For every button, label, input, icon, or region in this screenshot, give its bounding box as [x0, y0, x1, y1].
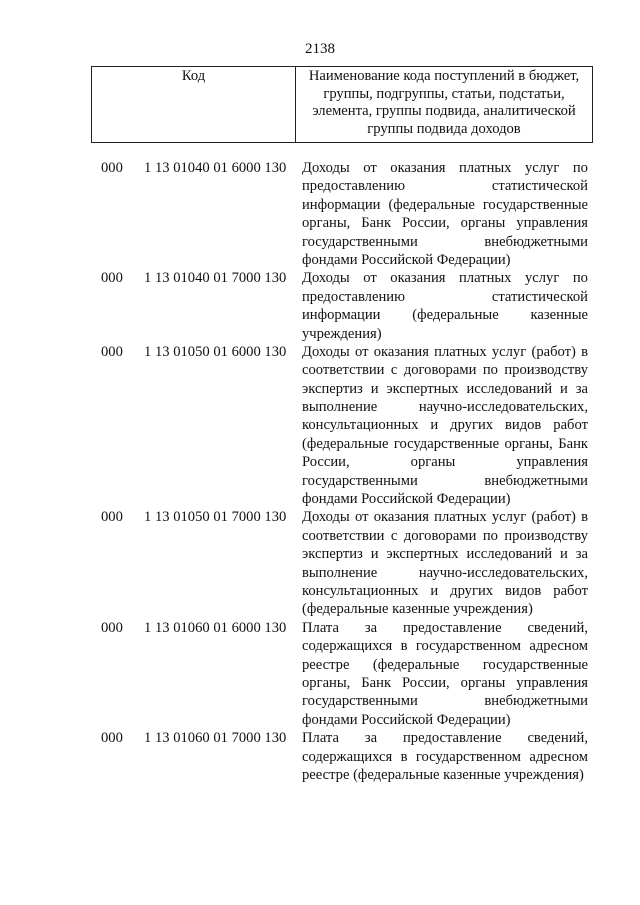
- income-name-cell: [302, 269, 588, 343]
- table-row: [0, 269, 640, 343]
- income-name-line: Доходы от оказания платных услуг (работ) в: [302, 343, 588, 360]
- income-name-line: государственными внебюджетными: [302, 472, 588, 489]
- table-header: [91, 66, 593, 143]
- admin-code-cell: 000: [101, 730, 123, 747]
- income-name-line: государственными внебюджетными: [302, 693, 588, 710]
- income-name-line: (федеральные казенные учреждения): [302, 601, 533, 618]
- income-name-line: фондами Российской Федерации): [302, 491, 511, 508]
- header-name-line: элемента, группы подвида, аналитической: [312, 103, 576, 120]
- income-name-line: реестре (федеральные государственные: [302, 656, 588, 673]
- income-name-cell: [302, 159, 588, 269]
- table-body: [0, 159, 640, 784]
- income-name-line: информации (федеральные казенные: [302, 307, 588, 324]
- income-name-line: Плата за предоставление сведений,: [302, 730, 588, 747]
- income-name-line: государственными внебюджетными: [302, 233, 588, 250]
- income-name-cell: [302, 343, 588, 509]
- income-name-line: Плата за предоставление сведений,: [302, 619, 588, 636]
- income-name-line: предоставлению статистической: [302, 178, 588, 195]
- admin-code-cell: 000: [101, 343, 123, 360]
- income-name-line: фондами Российской Федерации): [302, 251, 511, 268]
- income-code-cell: 1 13 01050 01 6000 130: [144, 343, 287, 360]
- income-name-line: консультационных и других видов работ: [302, 417, 588, 434]
- admin-code-cell: 000: [101, 509, 123, 526]
- table-row: [0, 159, 640, 269]
- income-name-line: предоставлению статистической: [302, 288, 588, 305]
- income-code-cell: 1 13 01040 01 6000 130: [144, 160, 287, 176]
- income-name-line: Доходы от оказания платных услуг по: [302, 270, 588, 287]
- income-name-cell: [302, 729, 588, 784]
- income-name-line: учреждения): [302, 325, 382, 342]
- income-name-line: информации (федеральные государственные: [302, 196, 588, 213]
- income-name-cell: [302, 508, 588, 618]
- income-name-line: выполнение научно-исследовательских,: [302, 399, 588, 416]
- income-name-line: Доходы от оказания платных услуг по: [302, 160, 588, 176]
- income-name-line: реестре (федеральные казенные учреждения): [302, 766, 584, 783]
- income-name-line: органы, Банк России, органы управления: [302, 674, 588, 691]
- income-name-line: экспертиз и экспертных исследований и за: [302, 380, 588, 397]
- income-name-line: экспертиз и экспертных исследований и за: [302, 546, 588, 563]
- table-row: [0, 729, 640, 784]
- table-row: [0, 508, 640, 618]
- income-code-cell: 1 13 01050 01 7000 130: [144, 509, 287, 526]
- header-name-line: группы, подгруппы, статьи, подстатьи,: [323, 85, 565, 102]
- income-name-line: содержащихся в государственном адресном: [302, 638, 588, 655]
- admin-code-cell: 000: [101, 270, 123, 287]
- table-row: [0, 343, 640, 509]
- income-name-line: (федеральные государственные органы, Банк: [302, 435, 588, 452]
- income-code-cell: 1 13 01060 01 7000 130: [144, 730, 287, 747]
- income-name-line: соответствии с договорами по производству: [302, 527, 588, 544]
- header-name-column: [296, 67, 592, 142]
- income-name-line: Доходы от оказания платных услуг (работ) в: [302, 509, 588, 526]
- income-name-line: содержащихся в государственном адресном: [302, 748, 588, 765]
- income-name-line: фондами Российской Федерации): [302, 711, 511, 728]
- header-name-line: Наименование кода поступлений в бюджет,: [308, 68, 580, 84]
- income-name-line: консультационных и других видов работ: [302, 582, 588, 599]
- table-row: [0, 619, 640, 729]
- admin-code-cell: 000: [101, 160, 123, 176]
- income-name-line: России, органы управления: [302, 454, 588, 471]
- income-code-cell: 1 13 01060 01 6000 130: [144, 619, 287, 636]
- income-code-cell: 1 13 01040 01 7000 130: [144, 270, 287, 287]
- header-code-column: Код: [92, 67, 296, 142]
- income-name-line: органы, Банк России, органы управления: [302, 215, 588, 232]
- income-name-line: выполнение научно-исследовательских,: [302, 564, 588, 581]
- admin-code-cell: 000: [101, 619, 123, 636]
- income-name-line: соответствии с договорами по производству: [302, 362, 588, 379]
- header-name-line: группы подвида доходов: [367, 120, 521, 137]
- income-name-cell: [302, 619, 588, 729]
- page-number: 2138: [305, 41, 335, 57]
